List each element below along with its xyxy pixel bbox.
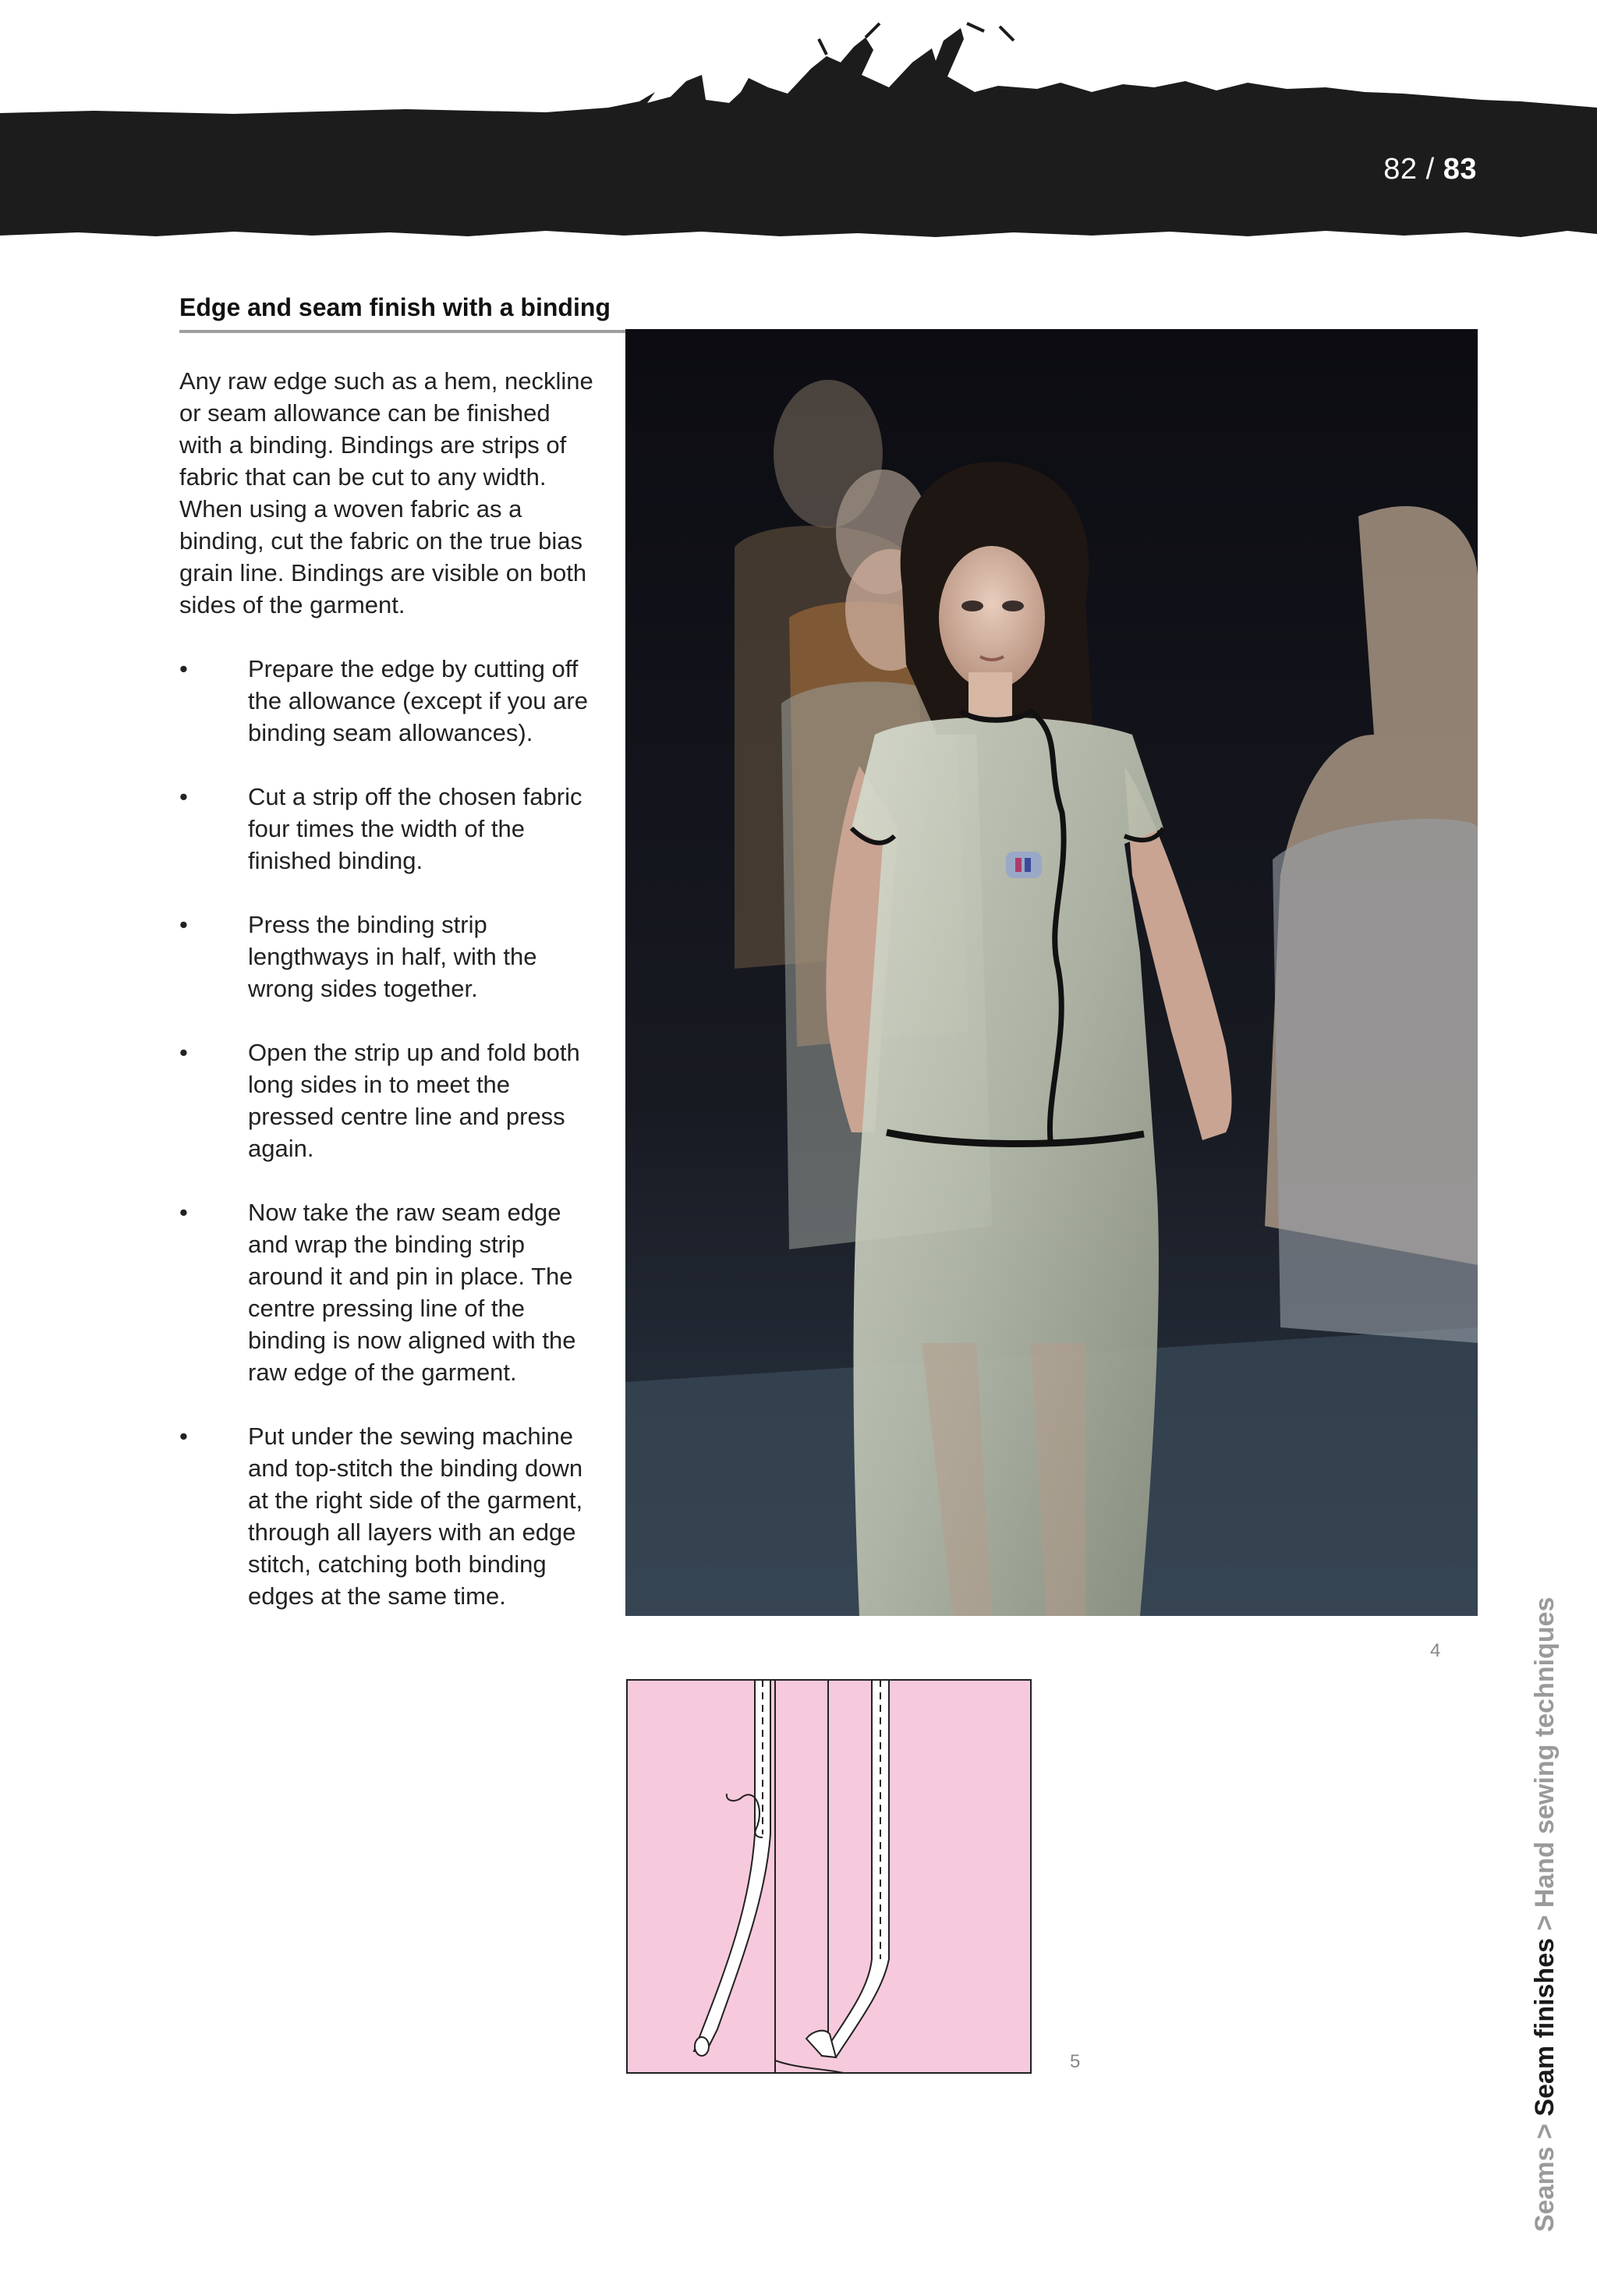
list-item [179, 1036, 597, 1164]
section-title: Edge and seam finish with a binding [179, 293, 1478, 333]
step-text: Open the strip up and fold both long sides in to meet the pressed centre line and press again. [248, 1039, 580, 1162]
page-number-right: 83 [1443, 153, 1477, 186]
bullet: • [179, 911, 188, 938]
figure-5-number: 5 [1070, 2051, 1081, 2072]
bullet: • [179, 783, 188, 810]
intro-paragraph: Any raw edge such as a hem, neckline or seam allowance can be finished with a binding. Bindings are strips of fabric that can be cut to any width. When using a woven fabric as a binding, cut the fabric on the true bias grain line. Bindings are visible on both sides of the garment. [179, 367, 593, 618]
list-item [179, 1420, 597, 1612]
figure-4-number: 4 [1430, 1640, 1441, 1661]
step-text: Now take the raw seam edge and wrap the binding strip around it and pin in place. The centre pressing line of the binding is now aligned with the raw edge of the garment. [248, 1199, 576, 1386]
step-text: Press the binding strip lengthways in half, with the wrong sides together. [248, 911, 537, 1002]
page-number-left: 82 [1383, 153, 1418, 186]
page-number [1383, 153, 1477, 186]
list-item [179, 909, 597, 1004]
bullet: • [179, 655, 188, 682]
runway-photo [625, 329, 1478, 1616]
runway-photo-illustration [625, 329, 1478, 1616]
steps-list [179, 653, 597, 1612]
breadcrumb-seams: Seams > [1530, 2116, 1560, 2232]
bullet: • [179, 1199, 188, 1226]
page-number-separator: / [1417, 153, 1443, 186]
step-text: Prepare the edge by cutting off the allowance (except if you are binding seam allowances). [248, 655, 588, 746]
bullet: • [179, 1423, 188, 1450]
step-text: Put under the sewing machine and top-stitch the binding down at the right side of the garment, through all layers with an edge stitch, catching both binding edges at the same time. [248, 1423, 583, 1610]
list-item [179, 1196, 597, 1388]
step-text: Cut a strip off the chosen fabric four times the width of the finished binding. [248, 783, 582, 874]
breadcrumb-hand-sewing: > Hand sewing techniques [1530, 1596, 1560, 1938]
header-band [0, 0, 1597, 250]
bullet: • [179, 1039, 188, 1066]
breadcrumb [1530, 1596, 1560, 2232]
list-item [179, 653, 597, 749]
breadcrumb-seam-finishes: Seam finishes [1530, 1937, 1560, 2117]
body-text [179, 365, 597, 1644]
list-item [179, 781, 597, 877]
binding-diagram [625, 1678, 1032, 2075]
